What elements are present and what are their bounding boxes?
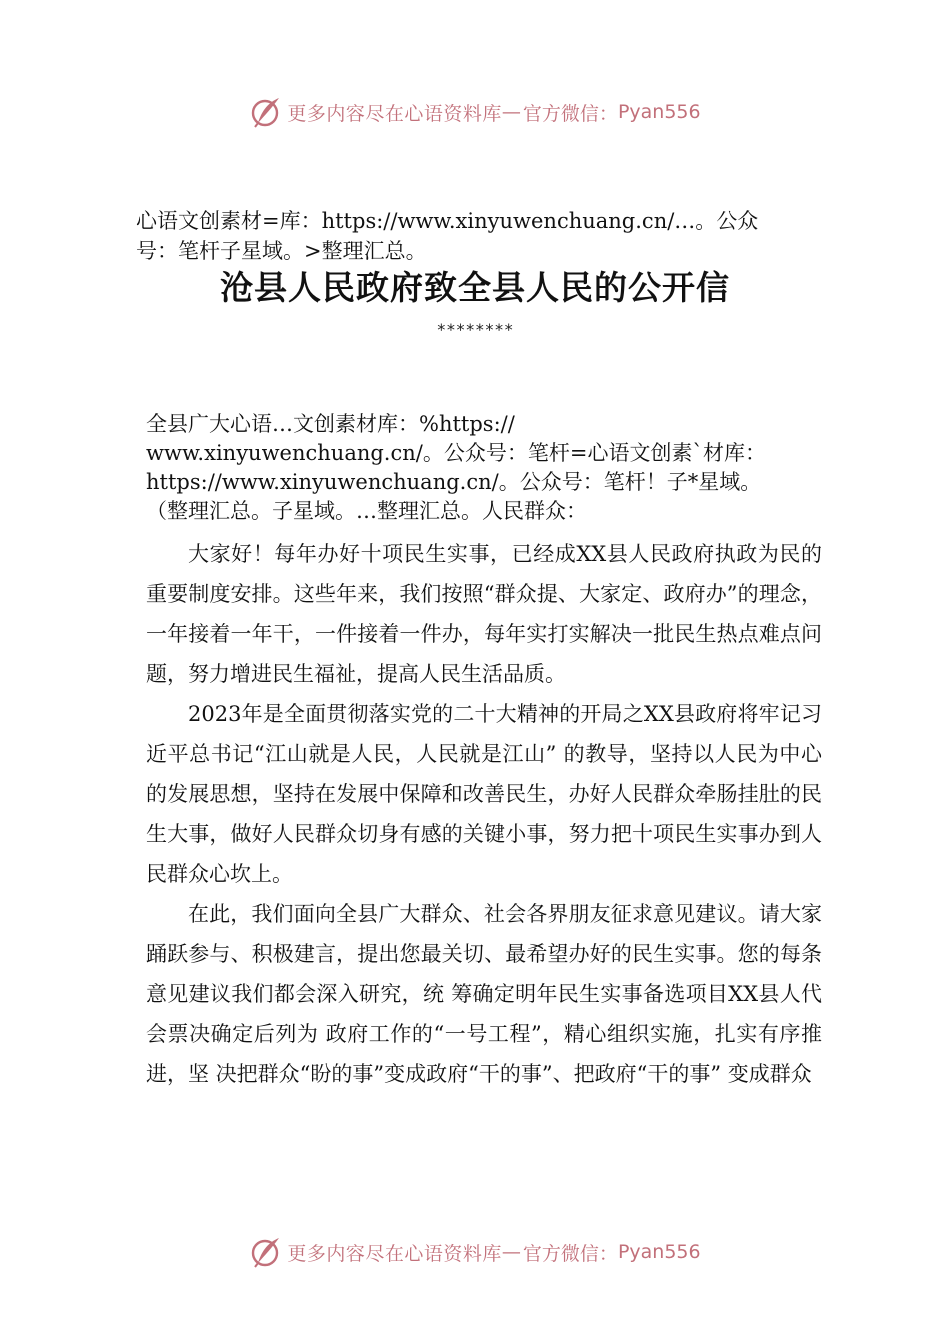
paragraph-2: 2023年是全面贯彻落实党的二十大精神的开局之XX县政府将牢记习近平总书记“江山就是人民，人民就是江山” 的教导，坚持以人民为中心的发展思想，坚持在发展中保障和改善民生，办好人民群众牵肠挂肚的民生大事，做好人民群众切身有感的关键小事，努力把十项民生实事办到人民群众心坎上。 xyxy=(146,702,822,886)
salutation-line-3: https://www.xinyuwenchuang.cn/。公众号：笔杆！子*星域。 xyxy=(146,470,762,494)
title-separator: ******** xyxy=(436,320,514,339)
banner-account: Pyan556 xyxy=(617,1241,701,1263)
source-note-line-1: 心语文创素材=库：https://www.xinyuwenchuang.cn/…。公众 xyxy=(136,209,759,233)
banner-dash: — xyxy=(501,1241,521,1263)
salutation-line-4: （整理汇总。子星域。…整理汇总。人民群众： xyxy=(146,499,587,523)
salutation-line-2: www.xinyuwenchuang.cn/。公众号：笔杆=心语文创素`材库： xyxy=(146,441,766,465)
quill-pen-logo-icon xyxy=(249,1235,283,1269)
document-title: 沧县人民政府致全县人民的公开信 xyxy=(220,268,730,307)
header-banner xyxy=(0,92,950,132)
banner-wechat-label: 官方微信： xyxy=(522,1242,618,1265)
letter-body xyxy=(146,534,822,1094)
source-note xyxy=(136,206,856,266)
paragraph-3: 在此，我们面向全县广大群众、社会各界朋友征求意见建议。请大家踊跃参与、积极建言，提出您最关切、最希望办好的民生实事。您的每条意见建议我们都会深入研究，统 筹确定明年民生实事备选项目XX县人代会票决确定后列为 政府工作的“一号工程”，精心组织实施，扎实有序推进，坚 决把群众“盼的事”变成政府“干的事”、把政府“干的事” 变成群众 xyxy=(146,902,822,1086)
quill-pen-logo-icon xyxy=(249,95,283,129)
paragraph-1: 大家好！每年办好十项民生实事，已经成XX县人民政府执政为民的重要制度安排。这些年来，我们按照“群众提、大家定、政府办”的理念，一年接着一年干，一件接着一件办，每年实打实解决一批民生热点难点问题，努力增进民生福祉，提高人民生活品质。 xyxy=(146,542,822,686)
banner-text: 更多内容尽在心语资料库 xyxy=(287,1242,502,1265)
salutation xyxy=(146,410,856,526)
banner-dash: — xyxy=(501,101,521,123)
banner-account: Pyan556 xyxy=(617,101,701,123)
banner-wechat-label: 官方微信： xyxy=(522,102,618,125)
salutation-line-1: 全县广大心语…文创素材库：%https:// xyxy=(146,412,515,436)
source-note-line-2: 号：笔杆子星域。>整理汇总。 xyxy=(136,239,427,263)
banner-text: 更多内容尽在心语资料库 xyxy=(287,102,502,125)
footer-banner xyxy=(0,1232,950,1272)
